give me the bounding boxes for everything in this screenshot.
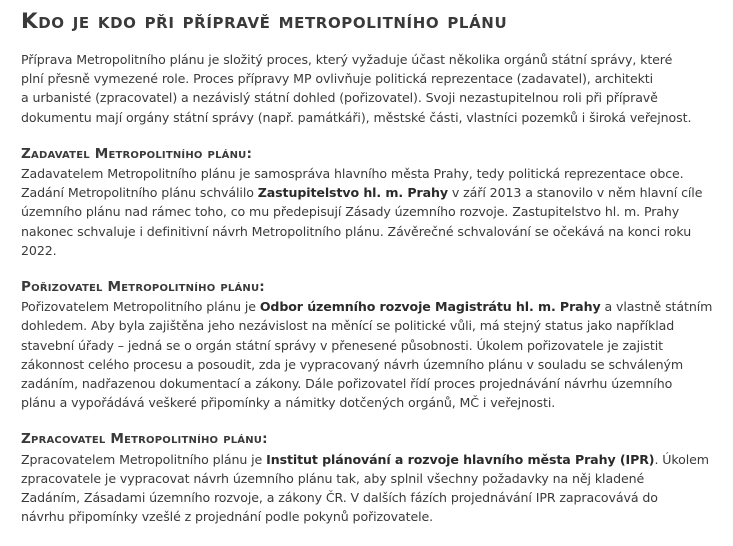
text-segment: zpracovatele je vypracovat návrh územního plánu tak, aby splnil všechny požadavky na něj kladené [21,470,645,486]
section-text [21,297,717,412]
text-segment: dohledem. Aby byla zajištěna jeho nezávislost na měnící se politické vůli, má stejný status jako například [21,318,675,334]
section-zadavatel [21,145,717,260]
section-heading: Zpracovatel Metropolitního plánu: [21,431,268,448]
text-line [21,469,717,488]
section-porizovatel [21,278,717,412]
text-segment: nakonec schvaluje i definitivní návrh Metropolitního plánu. Závěrečné schvalování se očekává na konci roku [21,223,692,239]
bold-term: Institut plánování a rozvoje hlavního města Prahy (IPR) [266,451,655,467]
text-segment: Zadavatelem Metropolitního plánu je samospráva hlavního města Prahy, tedy politická reprezentace obce. [21,166,684,182]
text-segment: . Úkolem [654,451,709,467]
text-line [21,241,717,260]
text-line [21,297,717,316]
page-title: Kdo je kdo při přípravě metropolitního plánu [21,9,508,34]
text-segment: zadáním, nadřazenou dokumentací a zákony. Dále pořizovatel řídí proces projednávání návrhu územního [21,376,673,392]
text-line [21,507,717,526]
text-segment: Zadáním, Zásadami územního rozvoje, a zákony ČR. V dalších fázích projednávání IPR zapracovává do [21,490,658,506]
text-line [21,183,717,202]
text-line: Příprava Metropolitního plánu je složitý proces, který vyžaduje účast několika orgánů státní správy, které [21,52,673,67]
section-text [21,164,717,260]
text-line [21,374,717,393]
section-zpracovatel [21,430,717,526]
text-segment: a vlastně státním [600,299,713,315]
text-line: a urbanisté (zpracovatel) a nezávislý státní dohled (pořizovatel). Svoji nezastupitelnou roli při přípravě [21,90,658,106]
text-segment: návrhu připomínky vzešlé z projednání podle pokynů pořizovatele. [21,509,434,525]
text-segment: plánu a vypořádává veškeré připomínky a námitky dotčených orgánů, MČ i veřejnosti. [21,395,556,411]
text-line [21,222,717,241]
text-segment: 2022. [21,242,57,258]
text-line [21,164,717,183]
text-line [21,355,717,374]
section-text [21,450,717,527]
text-line [21,336,717,355]
text-line: dokumentu mají orgány státní správy (např. památkáři), městské části, vlastníci pozemků i široká veřejnost. [21,109,692,125]
text-segment: stavební úřady – jedná se o orgán státní správy v přenesené působnosti. Úkolem pořizovatele je zajistit [21,337,663,353]
text-line: plní přesně vymezené role. Proces přípravy MP ovlivňuje politická reprezentace (zadavatel), architekti [21,71,654,87]
intro-paragraph [21,50,717,127]
text-line [21,202,717,221]
text-segment: Zadání Metropolitního plánu schválilo [21,185,258,201]
bold-term: Odbor územního rozvoje Magistrátu hl. m. Prahy [259,299,601,315]
text-segment: Zpracovatelem Metropolitního plánu je [21,451,267,467]
text-segment: územního plánu nad rámec toho, co mu předepisují Zásady územního rozvoje. Zastupitelstvo hl. m. Prahy [21,204,680,220]
bold-term: Zastupitelstvo hl. m. Prahy [257,185,448,201]
text-line [21,488,717,507]
text-segment: Pořizovatelem Metropolitního plánu je [21,299,260,315]
section-heading: Zadavatel Metropolitního plánu: [21,145,253,162]
text-line [21,316,717,335]
text-segment: zákonnost celého procesu a posoudit, zda je vypracovaný návrh územního plánu v souladu se schváleným [21,356,684,372]
text-line [21,450,717,469]
intro-text [21,50,717,127]
text-segment: v září 2013 a stanovilo v něm hlavní cíle [447,185,703,201]
text-line [21,393,717,412]
section-heading: Pořizovatel Metropolitního plánu: [21,279,265,296]
